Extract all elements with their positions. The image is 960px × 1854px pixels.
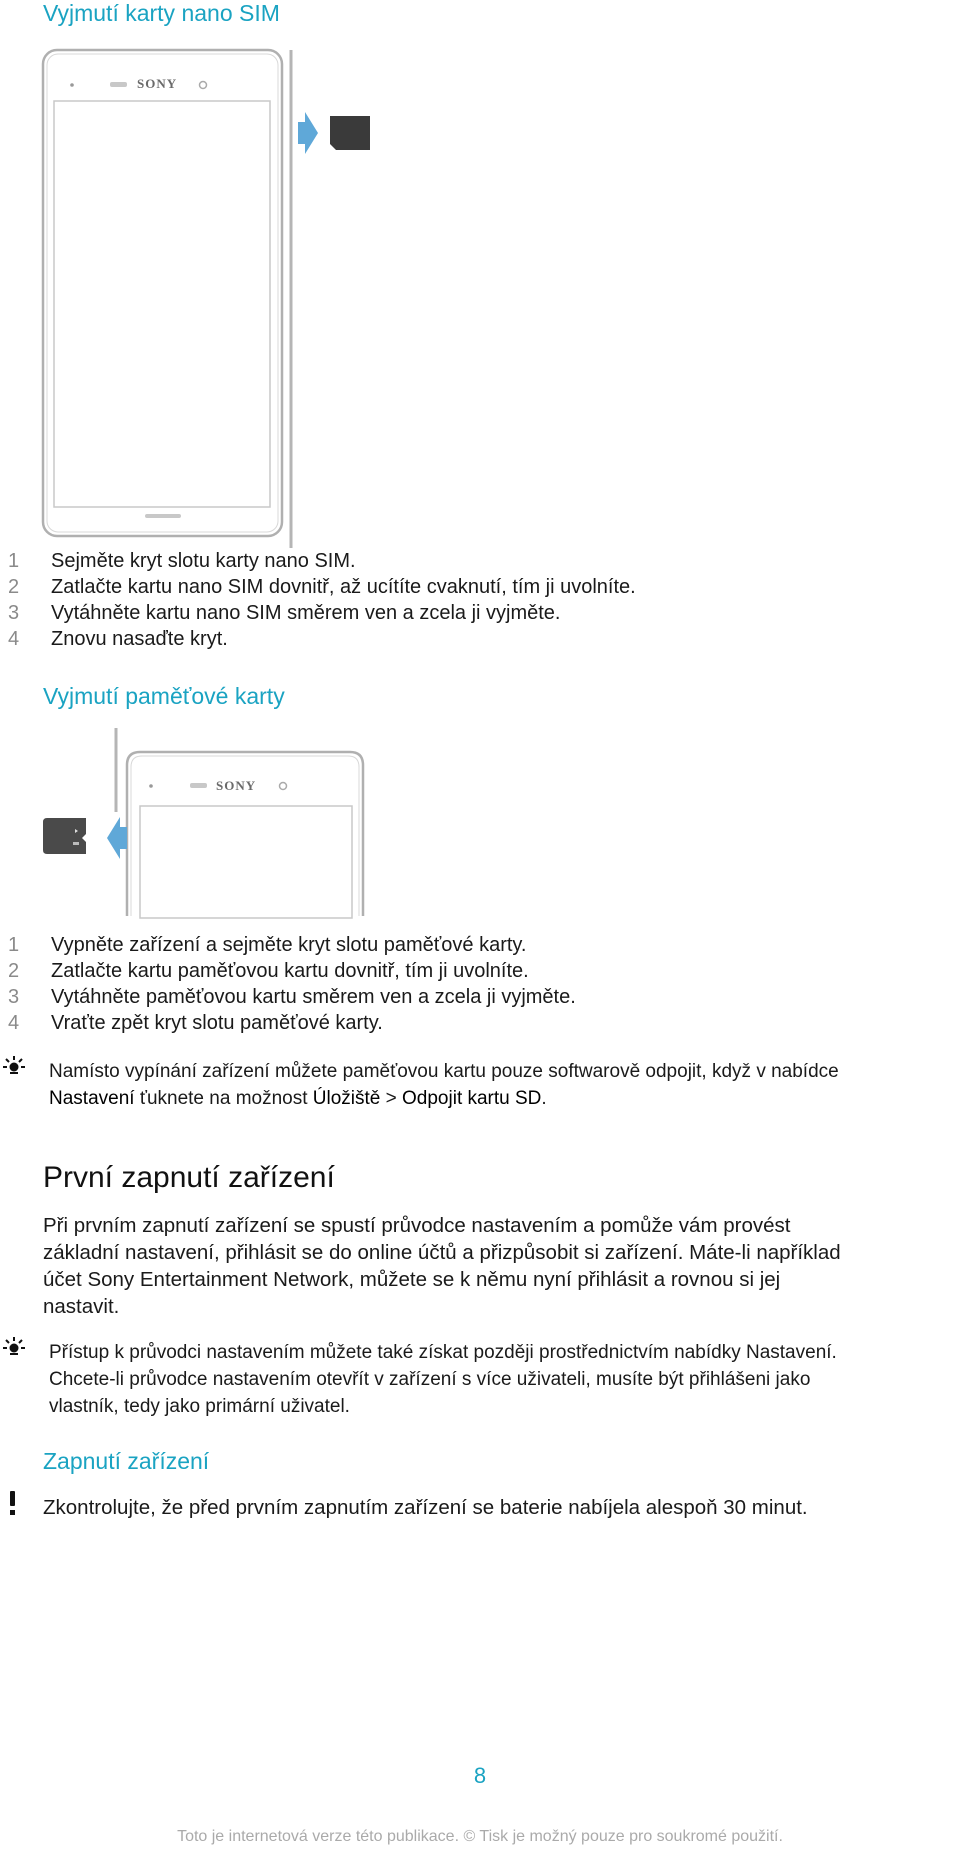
tip-text-line: vlastník, tedy jako primární uživatel.	[49, 1396, 350, 1417]
phone-body	[127, 752, 363, 916]
menu-path-storage: Úložiště	[312, 1088, 381, 1109]
page-section-title: První zapnutí zařízení	[43, 1161, 335, 1194]
section-heading-nano-sim: Vyjmutí karty nano SIM	[43, 0, 280, 26]
exclamation-icon	[7, 1491, 19, 1517]
warning-text: Zkontrolujte, že před prvním zapnutím zařízení se baterie nabíjela alespoň 30 minut.	[43, 1496, 808, 1519]
footer-disclaimer: Toto je internetová verze této publikace. © Tisk je možný pouze pro soukromé použití.	[177, 1828, 783, 1845]
memory-card-icon	[43, 818, 86, 854]
lightbulb-icon	[2, 1336, 26, 1360]
section-heading-memory-card: Vyjmutí paměťové karty	[43, 683, 285, 709]
menu-path-settings: Nastavení	[49, 1088, 135, 1109]
menu-path-separator: >	[380, 1088, 403, 1109]
section-heading-power-on: Zapnutí zařízení	[43, 1448, 210, 1474]
menu-path-unmount-sd: Odpojit kartu SD	[402, 1088, 542, 1109]
paragraph: Při prvním zapnutí zařízení se spustí průvodce nastavením a pomůže vám provést základní nastavení, přihlásit se do online účtů a přizpůsobit si zařízení. Máte-li například účet Sony Entertainment Network, můžete se k němu nyní přihlásit a rovnou si jej nastavit.	[43, 1214, 841, 1318]
page-number: 8	[473, 1763, 487, 1788]
tip-text-line: Přístup k průvodci nastavením můžete také získat později prostřednictvím nabídky Nastavení.	[49, 1342, 837, 1363]
tip-text-line: Namísto vypínání zařízení můžete paměťovou kartu pouze softwarově odpojit, když v nabídce	[49, 1061, 839, 1082]
arrow-left-icon	[107, 817, 127, 859]
phone-brand-label: SONY	[137, 76, 178, 91]
lightbulb-icon	[2, 1055, 26, 1079]
tip-text-line: Chcete-li průvodce nastavením otevřít v zařízení s více uživateli, musíte být přihlášeni jako	[49, 1369, 811, 1390]
phone-brand-label: SONY	[216, 778, 257, 793]
tip-text: ťuknete na možnost	[134, 1088, 313, 1109]
